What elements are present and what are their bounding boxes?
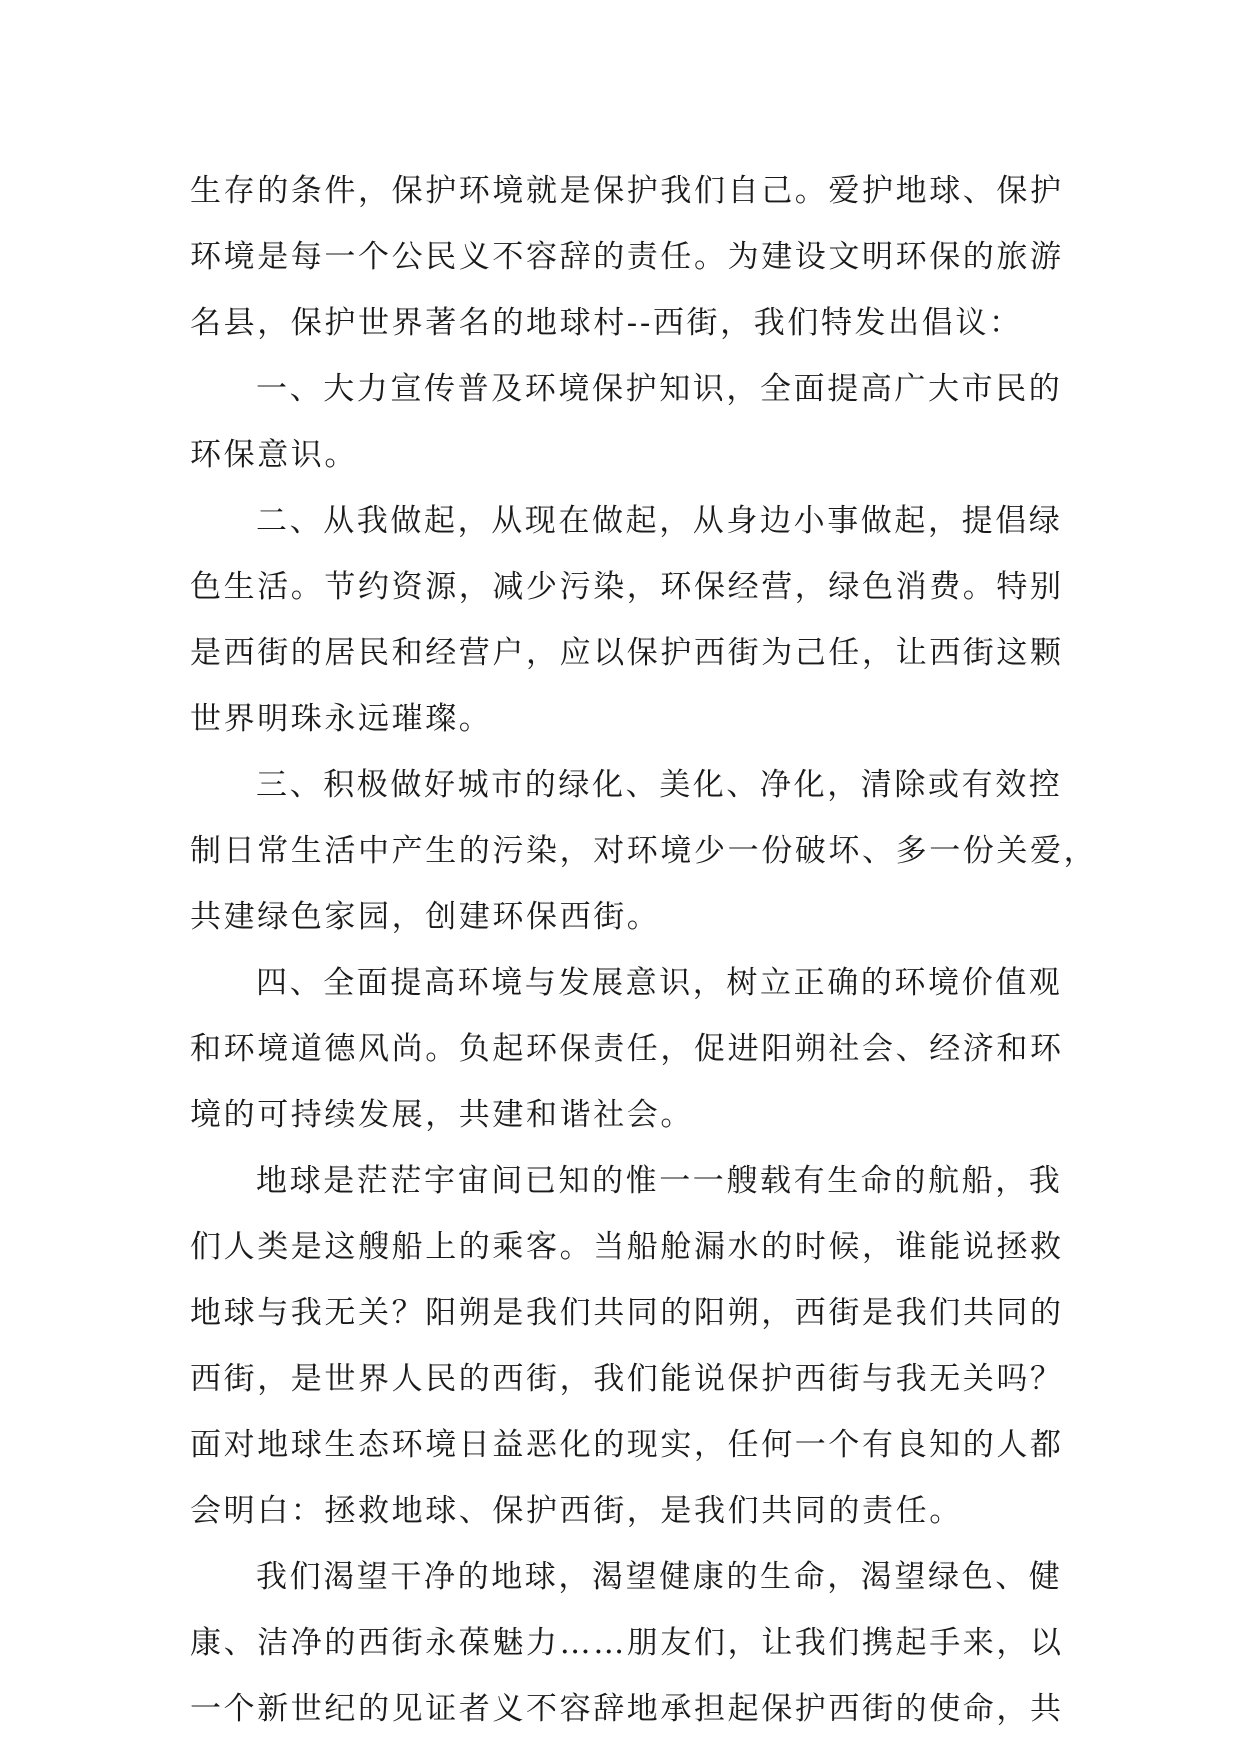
text-line: 环保意识。 [190,437,358,473]
text-line: 会明白：拯救地球、保护西街，是我们共同的责任。 [190,1493,963,1529]
text-line: 和环境道德风尚。负起环保责任，促进阳朔社会、经济和环 [190,1031,1064,1067]
body-text [190,158,1098,1742]
paragraph-first-line: 我们渴望干净的地球，渴望健康的生命，渴望绿色、健 [256,1559,1063,1595]
text-line: 一个新世纪的见证者义不容辞地承担起保护西街的使命，共 [190,1691,1064,1727]
text-line: 生存的条件，保护环境就是保护我们自己。爱护地球、保护 [190,173,1064,209]
text-line: 制日常生活中产生的污染，对环境少一份破坏、多一份关爱， [190,833,1098,869]
text-line: 境的可持续发展，共建和谐社会。 [190,1097,694,1133]
text-line: 们人类是这艘船上的乘客。当船舱漏水的时候，谁能说拯救 [190,1229,1064,1265]
text-line: 名县，保护世界著名的地球村--西街，我们特发出倡议： [190,305,1023,341]
text-line: 世界明珠永远璀璨。 [190,701,493,737]
text-line: 康、洁净的西街永葆魅力……朋友们，让我们携起手来，以 [190,1625,1064,1661]
paragraph-first-line: 地球是茫茫宇宙间已知的惟一一艘载有生命的航船，我 [256,1163,1063,1199]
paragraph-first-line: 四、全面提高环境与发展意识，树立正确的环境价值观 [256,965,1063,1001]
paragraph-first-line: 一、大力宣传普及环境保护知识，全面提高广大市民的 [256,371,1063,407]
text-line: 西街，是世界人民的西街，我们能说保护西街与我无关吗？ [190,1361,1064,1397]
text-line: 环境是每一个公民义不容辞的责任。为建设文明环保的旅游 [190,239,1064,275]
paragraph-first-line: 三、积极做好城市的绿化、美化、净化，清除或有效控 [256,767,1063,803]
text-line: 色生活。节约资源，减少污染，环保经营，绿色消费。特别 [190,569,1064,605]
text-line: 是西街的居民和经营户，应以保护西街为己任，让西街这颗 [190,635,1064,671]
paragraph-first-line: 二、从我做起，从现在做起，从身边小事做起，提倡绿 [256,503,1063,539]
text-line: 地球与我无关？阳朔是我们共同的阳朔，西街是我们共同的 [190,1295,1064,1331]
text-line: 共建绿色家园，创建环保西街。 [190,899,661,935]
text-line: 面对地球生态环境日益恶化的现实，任何一个有良知的人都 [190,1427,1064,1463]
